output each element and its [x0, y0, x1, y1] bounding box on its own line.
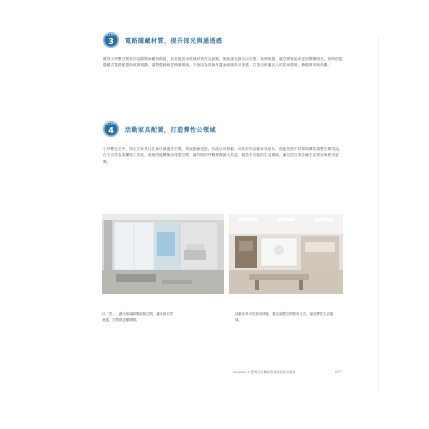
- section-title: 活動家具配置，打造彈性公領域: [125, 126, 217, 134]
- section-title: 電路隱藏材質，提升採光與通透感: [125, 37, 223, 45]
- photo-caption-right: 活動家具可依需求移動，靈活調整空間使用方式，創造彈性生活場域。: [235, 312, 334, 322]
- section-paragraph: 小坪數住宅中，固定式家具往往會佔據過多空間，導致動線受阻。若改以可移動、可收折的活動家具取代，便能依照不同情境彈性調整空間用途。白天可作為客廳與工作區，夜晚則能轉換成休憩空間，讓有限的坪數發揮最大效益，創造多功能的生活場域，滿足居住者各種生活需求與使用習慣。: [103, 147, 343, 164]
- section-heading-step-4: [103, 121, 216, 137]
- photo-caption-left: 以「景」，藉由玻璃隔間區隔空間，讓光線自然流通，空間感更顯開闊。: [102, 312, 174, 322]
- step-badge-number: 4: [108, 126, 114, 135]
- step-badge-label: STEP: [106, 33, 116, 37]
- step-badge-icon: [103, 121, 119, 137]
- section-heading-step-3: [103, 32, 223, 48]
- open-kitchen-illustration: [229, 214, 343, 294]
- page-number: 077: [335, 370, 342, 374]
- step-badge-label: STEP: [106, 122, 116, 126]
- interior-photo-right: [229, 214, 343, 294]
- step-badge-number: 3: [108, 37, 114, 46]
- step-badge-icon: [103, 32, 119, 48]
- section-paragraph: 雖然小坪數空間常因為隔間而顯得侷促，但若能善用玻璃材質作為區隔，便能讓光線自由穿透、延伸視覺，讓空間看起來更加開闊明亮。同時搭配隱藏式電路配置與收納規劃，讓整體線條更簡潔俐落，不會因為管線外露而破壞設計美感，打造出舒適宜人的居家環境，兼顧實用與美觀。: [103, 57, 343, 68]
- interior-photo-left: [102, 214, 224, 294]
- running-footer: Chapter 2 實現住宅機能與美感的設計提案: [233, 370, 296, 374]
- living-room-illustration: [102, 214, 224, 294]
